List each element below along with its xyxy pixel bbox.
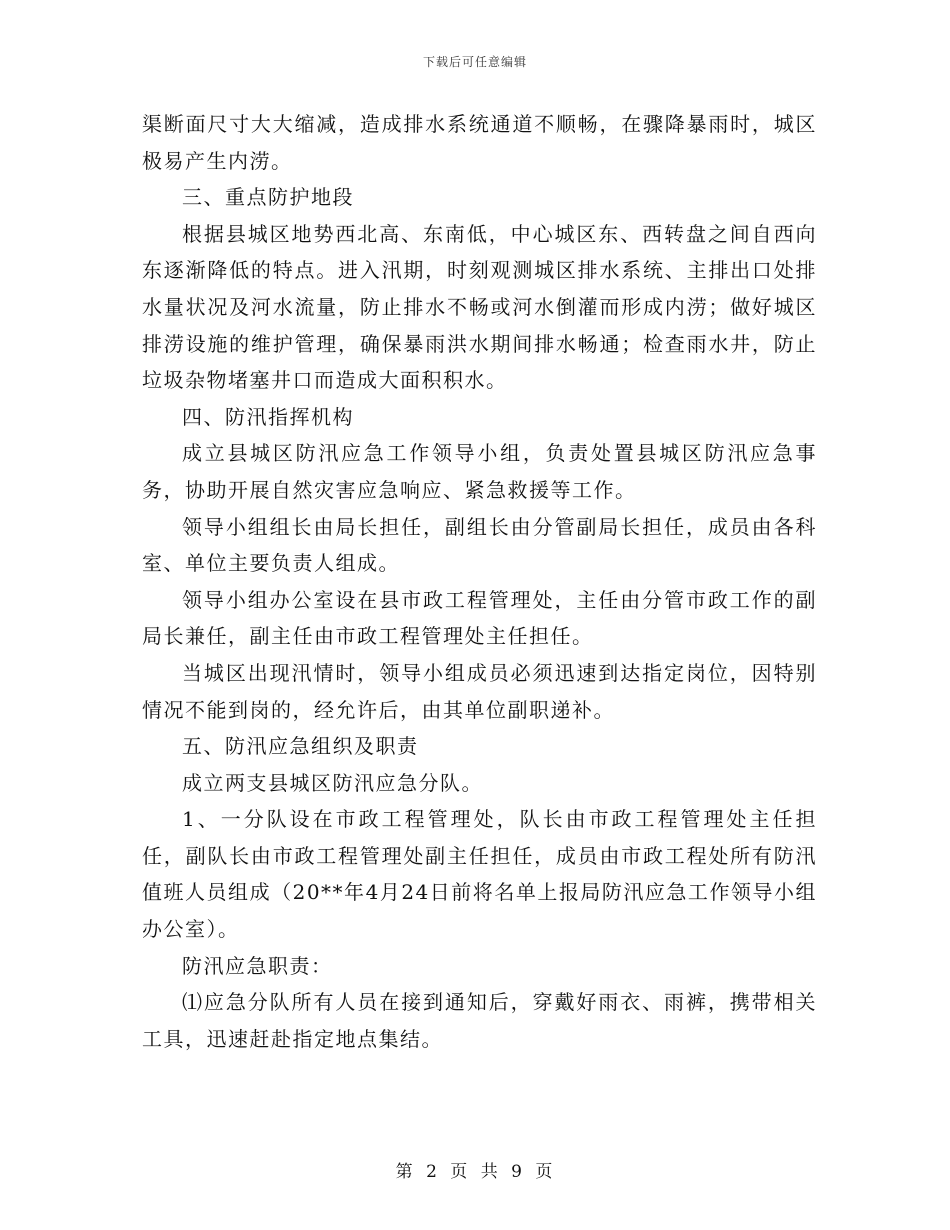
section-heading-command: 四、防汛指挥机构 <box>182 404 354 429</box>
paragraph-8: 1、一分队设在市政工程管理处，队长由市政工程管理处主任担任，副队长由市政工程管理处副主任担任，成员由市政工程处所有防汛值班人员组成（20**年4月24日前将名单上报局防汛应急工作领导小组办公室）。 <box>142 807 817 942</box>
page-total-word: 共 <box>480 1162 500 1182</box>
paragraph-6: 当城区出现汛情时，领导小组成员必须迅速到达指定岗位，因特别情况不能到岗的，经允许后，由其单位副职递补。 <box>142 660 817 722</box>
paragraph-2: 根据县城区地势西北高、东南低，中心城区东、西转盘之间自西向东逐渐降低的特点。进入汛期，时刻观测城区排水系统、主排出口处排水量状况及河水流量，防止排水不畅或河水倒灌而形成内涝；做好城区排涝设施的维护管理，确保暴雨洪水期间排水畅通；检查雨水井，防止垃圾杂物堵塞井口而造成大面积积水。 <box>142 221 817 393</box>
page-word: 第 <box>395 1162 415 1182</box>
page-total: 9 <box>511 1162 524 1182</box>
duties-heading: 防汛应急职责： <box>182 953 333 978</box>
page-footer <box>0 1157 950 1182</box>
paragraph-7: 成立两支县城区防汛应急分队。 <box>182 770 483 795</box>
paragraph-9: ⑴应急分队所有人员在接到通知后，穿戴好雨衣、雨裤，携带相关工具，迅速赶赴指定地点集结。 <box>142 990 817 1051</box>
paragraph-5: 领导小组办公室设在县市政工程管理处，主任由分管市政工作的副局长兼任，副主任由市政工程管理处主任担任。 <box>142 587 817 649</box>
page-mid: 页 <box>450 1162 470 1182</box>
document-body <box>142 106 817 1057</box>
page-current: 2 <box>426 1162 439 1182</box>
paragraph-4: 领导小组组长由局长担任，副组长由分管副局长担任，成员由各科室、单位主要负责人组成。 <box>142 514 817 576</box>
section-heading-key-areas: 三、重点防护地段 <box>182 185 354 210</box>
paragraph-3: 成立县城区防汛应急工作领导小组，负责处置县城区防汛应急事务，协助开展自然灾害应急响应、紧急救援等工作。 <box>142 441 817 502</box>
page-header: 下载后可任意编辑 <box>422 55 527 69</box>
paragraph-1: 渠断面尺寸大大缩减，造成排水系统通道不顺畅，在骤降暴雨时，城区极易产生内涝。 <box>142 112 817 173</box>
page-end: 页 <box>535 1162 555 1182</box>
section-heading-organization: 五、防汛应急组织及职责 <box>182 734 419 759</box>
